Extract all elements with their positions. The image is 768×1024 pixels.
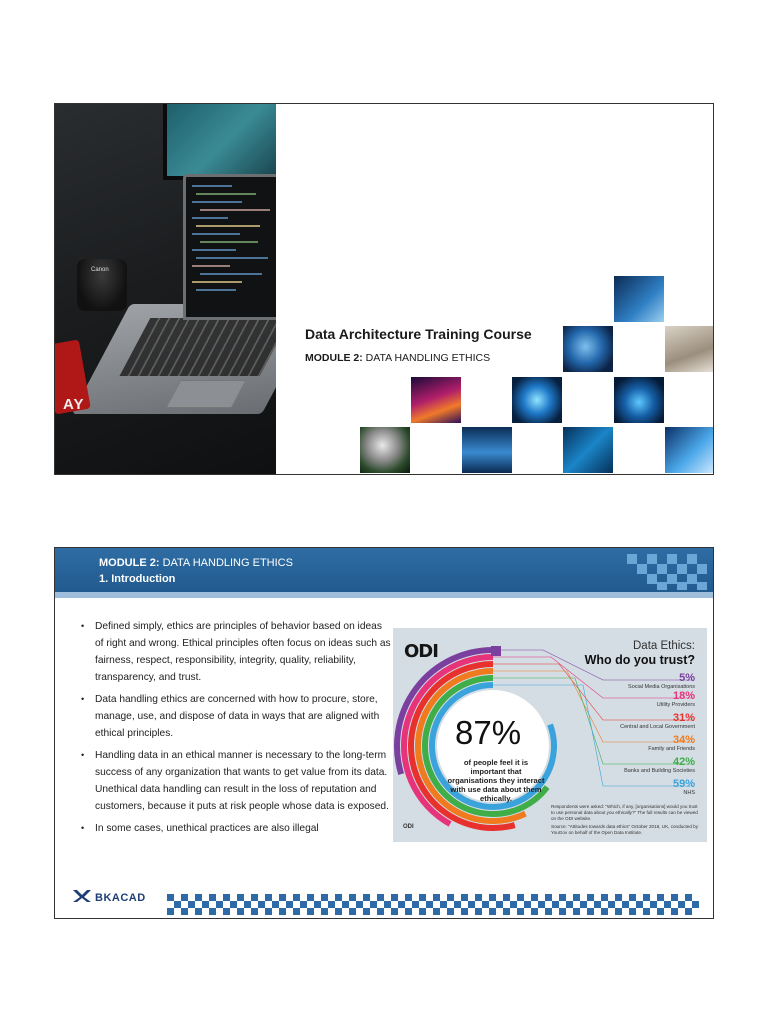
footer-check-square <box>405 908 412 915</box>
footer-check-square <box>475 894 482 901</box>
trust-category: Family and Friends <box>648 746 695 752</box>
footer-check-square <box>608 901 615 908</box>
laptop-screen-graphic <box>183 174 276 320</box>
footer-check-square <box>419 894 426 901</box>
trust-row-3 <box>648 734 695 753</box>
odi-infographic <box>393 628 707 842</box>
footer-check-square <box>300 901 307 908</box>
footer-check-square <box>524 901 531 908</box>
footer-check-square <box>293 908 300 915</box>
footer-check-square <box>622 901 629 908</box>
footer-check-square <box>419 908 426 915</box>
footer-check-square <box>244 901 251 908</box>
footer-check-square <box>377 894 384 901</box>
course-title: Data Architecture Training Course <box>305 326 532 342</box>
tile-circuit-board <box>563 427 613 473</box>
trust-category: NHS <box>683 790 695 796</box>
bullet-item: • Handling data in an ethical manner is necessary to the long-term success of any organization that wants to get value from its data. Unethical data handling can result in the loss of reputation and customers, because it puts at risk people whose data is exposed. <box>79 747 391 815</box>
footer-check-square <box>202 901 209 908</box>
slide-header <box>55 548 713 592</box>
footer-check-square <box>615 894 622 901</box>
footer-check-square <box>349 908 356 915</box>
footer-check-square <box>272 901 279 908</box>
footer-check-square <box>342 901 349 908</box>
trust-row-0 <box>628 672 695 691</box>
trust-category: Utility Providers <box>656 702 695 708</box>
footer-check-square <box>461 908 468 915</box>
footer-check-square <box>468 901 475 908</box>
monitor-graphic <box>163 104 276 180</box>
title-slide <box>54 103 714 475</box>
footer-check-square <box>349 894 356 901</box>
footer-check-square <box>447 908 454 915</box>
tile-network-cables <box>614 276 664 322</box>
module-prefix: MODULE 2: <box>305 352 363 364</box>
footer-check-square <box>412 901 419 908</box>
footer-check-square <box>503 894 510 901</box>
header-rule <box>55 592 713 598</box>
laptop-photo <box>55 104 276 474</box>
footer-check-square <box>286 901 293 908</box>
footer-check-square <box>573 908 580 915</box>
header-module-prefix: MODULE 2: <box>99 557 160 569</box>
footer-check-square <box>279 894 286 901</box>
bullet-item: • Defined simply, ethics are principles of behavior based on ideas of right and wrong. Ethical principles often focus on ideas such as fairness, respect, responsibility, integrity, quality, reliability, transparency, and trust. <box>79 618 391 686</box>
footer-check-square <box>265 908 272 915</box>
footer-check-square <box>321 908 328 915</box>
footer-check-square <box>167 908 174 915</box>
introduction-slide <box>54 547 714 919</box>
footer-check-square <box>671 894 678 901</box>
footer-check-square <box>461 894 468 901</box>
trust-value: 5% <box>679 672 695 684</box>
cup-label: Canon <box>91 267 109 273</box>
footer-check-square <box>181 894 188 901</box>
footer-check-square <box>209 908 216 915</box>
footer-check-square <box>230 901 237 908</box>
footer-check-square <box>650 901 657 908</box>
footer-check-square <box>629 894 636 901</box>
footer-check-square <box>489 908 496 915</box>
trust-value: 42% <box>672 756 695 768</box>
footer-check-square <box>517 908 524 915</box>
trust-category: Banks and Building Societies <box>624 768 695 774</box>
big-percentage: 87% <box>455 714 522 751</box>
footer-check-square <box>237 908 244 915</box>
footer-check-square <box>685 894 692 901</box>
bullet-list <box>79 618 391 842</box>
footer-check-square <box>174 901 181 908</box>
trust-row-1 <box>657 690 695 709</box>
footer-check-square <box>566 901 573 908</box>
footer-check-square <box>475 908 482 915</box>
trust-value: 31% <box>672 712 695 724</box>
tile-digital-lock <box>614 377 664 423</box>
trust-category: Central and Local Government <box>620 724 695 730</box>
footer-check-square <box>307 908 314 915</box>
footer-check-square <box>559 908 566 915</box>
bullet-item: • Data handling ethics are concerned with how to procure, store, manage, use, and dispose of data in ways that are aligned with ethical principles. <box>79 691 391 742</box>
footer-check-square <box>335 894 342 901</box>
footer-check-square <box>328 901 335 908</box>
odi-logo: ODI <box>404 641 438 662</box>
footer-check-square <box>657 894 664 901</box>
footer-check-square <box>293 894 300 901</box>
bkacad-logo-icon <box>71 888 93 904</box>
footer-check-square <box>405 894 412 901</box>
footer-check-square <box>398 901 405 908</box>
tile-gear-sphere <box>360 427 410 473</box>
footer-check-square <box>279 908 286 915</box>
footer-check-square <box>195 908 202 915</box>
footer-check-square <box>552 901 559 908</box>
footer-check-square <box>426 901 433 908</box>
footer-check-square <box>615 908 622 915</box>
footer-check-square <box>440 901 447 908</box>
footer-check-square <box>531 908 538 915</box>
trust-value: 34% <box>672 734 695 746</box>
tile-globe-people <box>563 326 613 372</box>
footer-check-square <box>251 908 258 915</box>
brand-name: BKACAD <box>95 892 146 904</box>
footer-check-square <box>657 908 664 915</box>
footer-check-square <box>517 894 524 901</box>
module-title: DATA HANDLING ETHICS <box>365 352 491 364</box>
top-marker <box>491 646 501 656</box>
footer-check-square <box>692 901 699 908</box>
footer-check-square <box>363 908 370 915</box>
footer-check-square <box>685 908 692 915</box>
infographic-subheading: Who do you trust? <box>584 653 695 667</box>
footer-check-square <box>251 894 258 901</box>
footer-check-square <box>307 894 314 901</box>
footer-check-square <box>384 901 391 908</box>
footer-check-square <box>601 908 608 915</box>
footer-check-square <box>531 894 538 901</box>
section-title: 1. Introduction <box>99 573 176 585</box>
footer-check-square <box>356 901 363 908</box>
trust-row-4 <box>624 756 695 775</box>
footer-check-square <box>258 901 265 908</box>
header-module-title: DATA HANDLING ETHICS <box>162 557 293 569</box>
trust-row-2 <box>620 712 695 731</box>
odi-mini-logo: ODI <box>403 824 414 830</box>
footer-check-square <box>671 908 678 915</box>
header-module <box>99 557 293 569</box>
footer-check-square <box>265 894 272 901</box>
footer-check-square <box>391 894 398 901</box>
footer-check-square <box>545 894 552 901</box>
footer-check-square <box>314 901 321 908</box>
tile-digital-circle <box>512 377 562 423</box>
module-subtitle <box>305 352 490 364</box>
footer-check-square <box>209 894 216 901</box>
footer-check-square <box>643 894 650 901</box>
footer-check-square <box>363 894 370 901</box>
footer-check-square <box>678 901 685 908</box>
footer-check-square <box>433 908 440 915</box>
footer-check-square <box>643 908 650 915</box>
footer-check-square <box>594 901 601 908</box>
tile-laptop-light <box>665 427 714 473</box>
footer-check-square <box>636 901 643 908</box>
trust-row-5 <box>673 778 695 797</box>
footer-check-square <box>510 901 517 908</box>
tile-city-network <box>462 427 512 473</box>
tile-fiber-optic <box>411 377 461 423</box>
infographic-heading: Data Ethics: <box>633 640 695 652</box>
footer-check-square <box>335 908 342 915</box>
footer-check-square <box>188 901 195 908</box>
footer-check-square <box>370 901 377 908</box>
percentage-caption: of people feel it is important that organisations they interact with use data about them ethically. <box>447 758 545 803</box>
footer-check-square <box>181 908 188 915</box>
footer-check-square <box>195 894 202 901</box>
footer-check-square <box>321 894 328 901</box>
trust-category: Social Media Organisations <box>628 684 695 690</box>
footer-check-square <box>587 908 594 915</box>
footer-check-square <box>629 908 636 915</box>
footer-check-square <box>587 894 594 901</box>
footer-check-square <box>580 901 587 908</box>
footer-check-square <box>167 894 174 901</box>
bullet-item: • In some cases, unethical practices are also illegal <box>79 820 391 837</box>
footer-check-square <box>573 894 580 901</box>
trust-value: 18% <box>672 690 695 702</box>
footer-check-square <box>454 901 461 908</box>
footer-check-square <box>559 894 566 901</box>
book-text: AY <box>63 396 85 413</box>
footer-check-square <box>601 894 608 901</box>
footer-check-square <box>223 908 230 915</box>
footer-check-square <box>482 901 489 908</box>
survey-question-note: Respondents were asked: "Which, if any, [organisations] would you trust to use personal data about you ethically?" The full results can be viewed on the ODI website. <box>551 804 698 821</box>
footer-check-square <box>223 894 230 901</box>
footer-check-square <box>496 901 503 908</box>
footer-check-square <box>664 901 671 908</box>
footer-check-square <box>377 908 384 915</box>
footer-check-square <box>216 901 223 908</box>
footer-check-square <box>538 901 545 908</box>
footer-check-square <box>545 908 552 915</box>
footer-check-square <box>447 894 454 901</box>
footer-check-square <box>503 908 510 915</box>
footer-check-square <box>391 908 398 915</box>
tile-office-room <box>665 326 714 372</box>
trust-value: 59% <box>672 778 695 790</box>
footer-check-square <box>237 894 244 901</box>
footer-check-square <box>433 894 440 901</box>
survey-source-note: Source: "Attitudes towards data ethics" October 2018, UK, conducted by YouGov on behalf of the Open Data Institute. <box>551 824 699 835</box>
footer-check-square <box>489 894 496 901</box>
